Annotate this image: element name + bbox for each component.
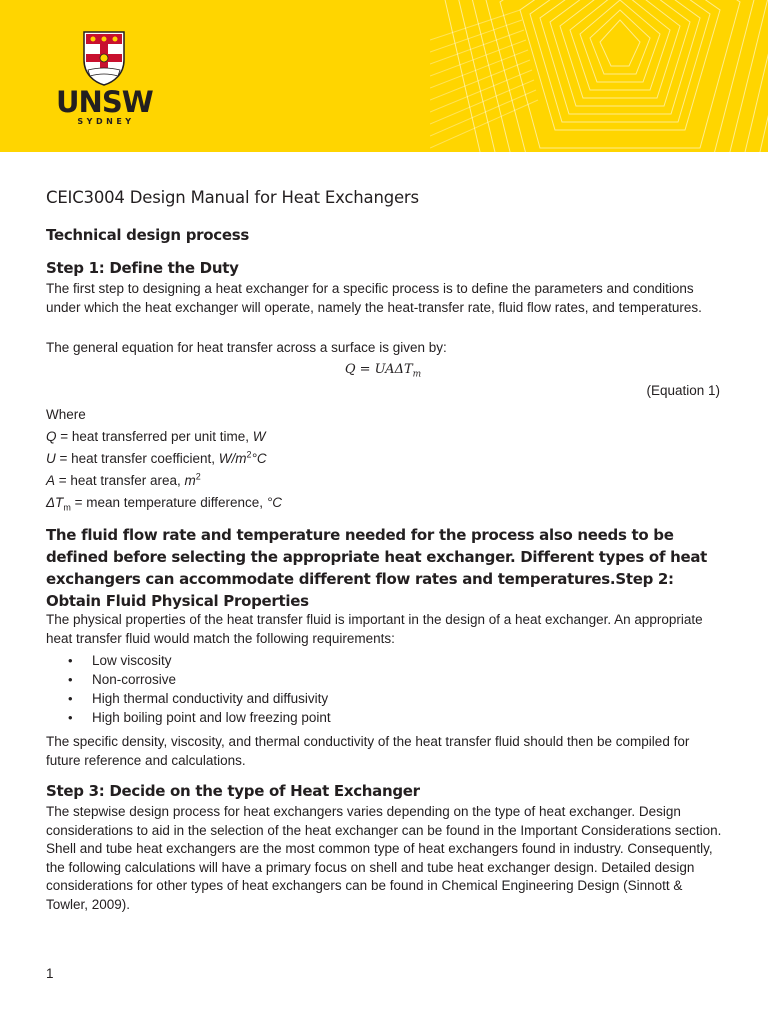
crest-icon bbox=[82, 30, 126, 86]
unsw-logo[interactable] bbox=[56, 30, 152, 127]
step2-paragraph-2: The specific density, viscosity, and thermal conductivity of the heat transfer fluid should then be compiled for future reference and calculations. bbox=[46, 734, 690, 768]
where-label: Where bbox=[46, 407, 86, 422]
list-item: • Non-corrosive bbox=[68, 672, 177, 687]
page-number: 1 bbox=[46, 966, 54, 981]
list-item: • High boiling point and low freezing point bbox=[68, 710, 331, 725]
step1-title: Step 1: Define the Duty bbox=[46, 259, 239, 277]
list-item: • High thermal conductivity and diffusivity bbox=[68, 691, 329, 706]
bullet-icon: • bbox=[68, 691, 73, 706]
logo-wordmark: UNSW bbox=[56, 85, 153, 119]
step1-equation-intro: The general equation for heat transfer across a surface is given by: bbox=[46, 340, 447, 355]
step2-paragraph: The physical properties of the heat transfer fluid is important in the design of a heat exchanger. An appropriate heat transfer fluid would match the following requirements: bbox=[46, 612, 703, 646]
logo-submark: SYDNEY bbox=[77, 117, 135, 126]
bullet-icon: • bbox=[68, 710, 73, 725]
bullet-icon: • bbox=[68, 653, 73, 668]
equation-subscript: m bbox=[412, 369, 422, 380]
document-title: CEIC3004 Design Manual for Heat Exchangers bbox=[46, 188, 419, 207]
equation-1 bbox=[46, 362, 720, 380]
variable-definitions bbox=[46, 404, 282, 514]
variable-u: U = heat transfer coefficient, $W/m^2^\circ C$ bbox=[46, 449, 267, 466]
variable-q: Q = heat transferred per unit time, W bbox=[46, 429, 266, 444]
equation-body: Q = UAΔT bbox=[344, 362, 413, 377]
step1-paragraph: The first step to designing a heat exchanger for a specific process is to define the parameters and conditions under which the heat exchanger will operate, namely the heat-transfer rate, fluid flow rates, and temperatures. bbox=[46, 281, 702, 315]
section-title: Technical design process bbox=[46, 226, 249, 244]
step3-paragraph: The stepwise design process for heat exchangers varies depending on the type of heat exchanger. Design considerations to aid in the selection of the heat exchanger can be found in the Important Considerations section. Shell and tube heat exchangers are the most common type of heat exchangers found in industry. Consequently, the following calculations will have a primary focus on shell and tube heat exchanger design. Detailed design considerations for other types of heat exchangers can be found in Chemical Engineering Design (Sinnott & Towler, 2009). bbox=[46, 804, 722, 912]
decorative-pattern bbox=[430, 0, 768, 152]
bold-heading-block: The fluid flow rate and temperature needed for the process also needs to be defined before selecting the appropriate heat exchanger. Different types of heat exchangers can accommodate different flow rates and temperatures.Step 2: Obtain Fluid Physical Properties bbox=[46, 526, 708, 610]
variable-a: A = heat transfer area, $m^2$ bbox=[46, 471, 201, 488]
step3-title: Step 3: Decide on the type of Heat Exchanger bbox=[46, 782, 420, 800]
variable-delta-t: $\Delta T_m$ = mean temperature difference, °C bbox=[46, 495, 282, 513]
requirements-list bbox=[46, 651, 331, 727]
header-banner bbox=[0, 0, 768, 152]
equation-ref: (Equation 1) bbox=[646, 383, 720, 398]
list-item: • Low viscosity bbox=[68, 653, 172, 668]
bullet-icon: • bbox=[68, 672, 73, 687]
